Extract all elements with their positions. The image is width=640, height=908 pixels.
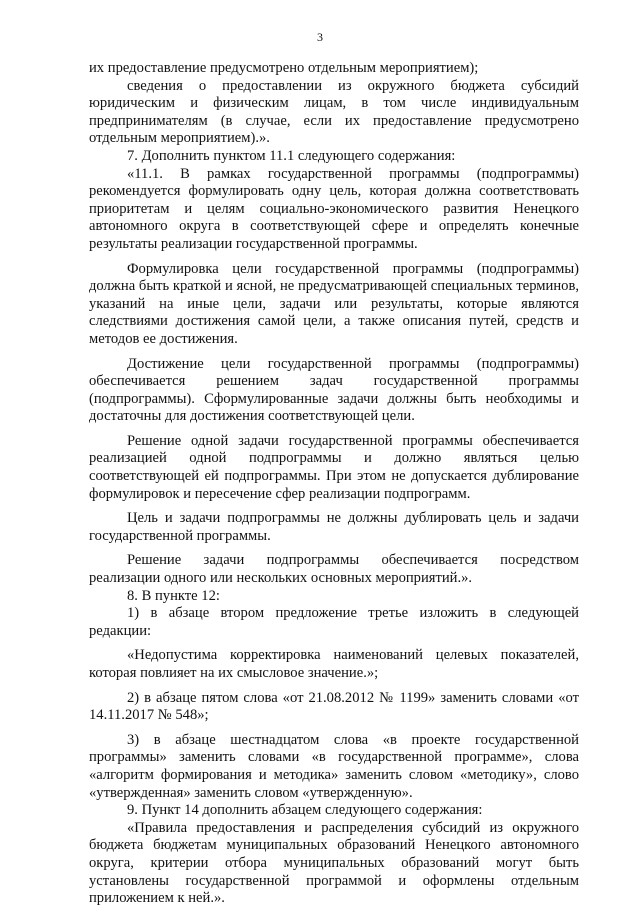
paragraph: 8. В пункте 12: [127, 587, 220, 604]
paragraph: «11.1. В рамках государственной программы (подпрограммы) рекомендуется формулировать одну цель, которая должна соответствовать приоритетам и целям социально-экономического развития Ненецкого автономного округа в соответствующей сфере и определять конечные результаты реализации государственной программы. [89, 165, 579, 252]
paragraph: 9. Пункт 14 дополнить абзацем следующего содержания: [127, 802, 483, 819]
paragraph: сведения о предоставлении из окружного бюджета субсидий юридическим и физическим лицам, в том числе индивидуальным предпринимателям (в случае, если их предоставление предусмотрено отдельным мероприятием).». [89, 77, 579, 147]
paragraph: Решение одной задачи государственной программы обеспечивается реализацией одной подпрограммы и должно являться целью соответствующей ей подпрограммы. При этом не допускается дублирование формулировок и пересечение сфер реализации подпрограмм. [89, 432, 579, 502]
paragraph: 1) в абзаце втором предложение третье изложить в следующей редакции: [89, 605, 579, 639]
paragraph: «Недопустима корректировка наименований целевых показателей, которая повлияет на их смысловое значение.»; [89, 647, 579, 681]
paragraph: 3) в абзаце шестнадцатом слова «в проекте государственной программы» заменить словами «в государственной программе», слова «алгоритм формирования и методика» заменить словом «методику», слово «утвержденная» заменить словом «утвержденную». [89, 731, 579, 801]
paragraph: Достижение цели государственной программы (подпрограммы) обеспечивается решением задач государственной программы (подпрограммы). Сформулированные задачи должны быть необходимы и достаточны для достижения соответствующей цели. [89, 355, 579, 425]
document-body [89, 60, 579, 908]
paragraph: Формулировка цели государственной программы (подпрограммы) должна быть краткой и ясной, не предусматривающей специальных терминов, указаний на иные цели, задачи или результаты, которые являются следствиями достижения самой цели, а также описания путей, средств и методов ее достижения. [89, 260, 579, 347]
paragraph: «Правила предоставления и распределения субсидий из окружного бюджета бюджетам муниципальных образований Ненецкого автономного округа, критерии отбора муниципальных образований могут быть установлены государственной программой и оформлены отдельным приложением к ней.». [89, 819, 579, 907]
paragraph: 2) в абзаце пятом слова «от 21.08.2012 № 1199» заменить словами «от 14.11.2017 № 548»; [89, 689, 579, 724]
paragraph: Решение задачи подпрограммы обеспечивается посредством реализации одного или нескольких основных мероприятий.». [89, 552, 579, 587]
paragraph: их предоставление предусмотрено отдельным мероприятием); [89, 60, 479, 76]
paragraph: 7. Дополнить пунктом 11.1 следующего содержания: [127, 147, 456, 164]
page-number: 3 [317, 30, 323, 44]
paragraph: Цель и задачи подпрограммы не должны дублировать цель и задачи государственной программы. [89, 510, 579, 544]
